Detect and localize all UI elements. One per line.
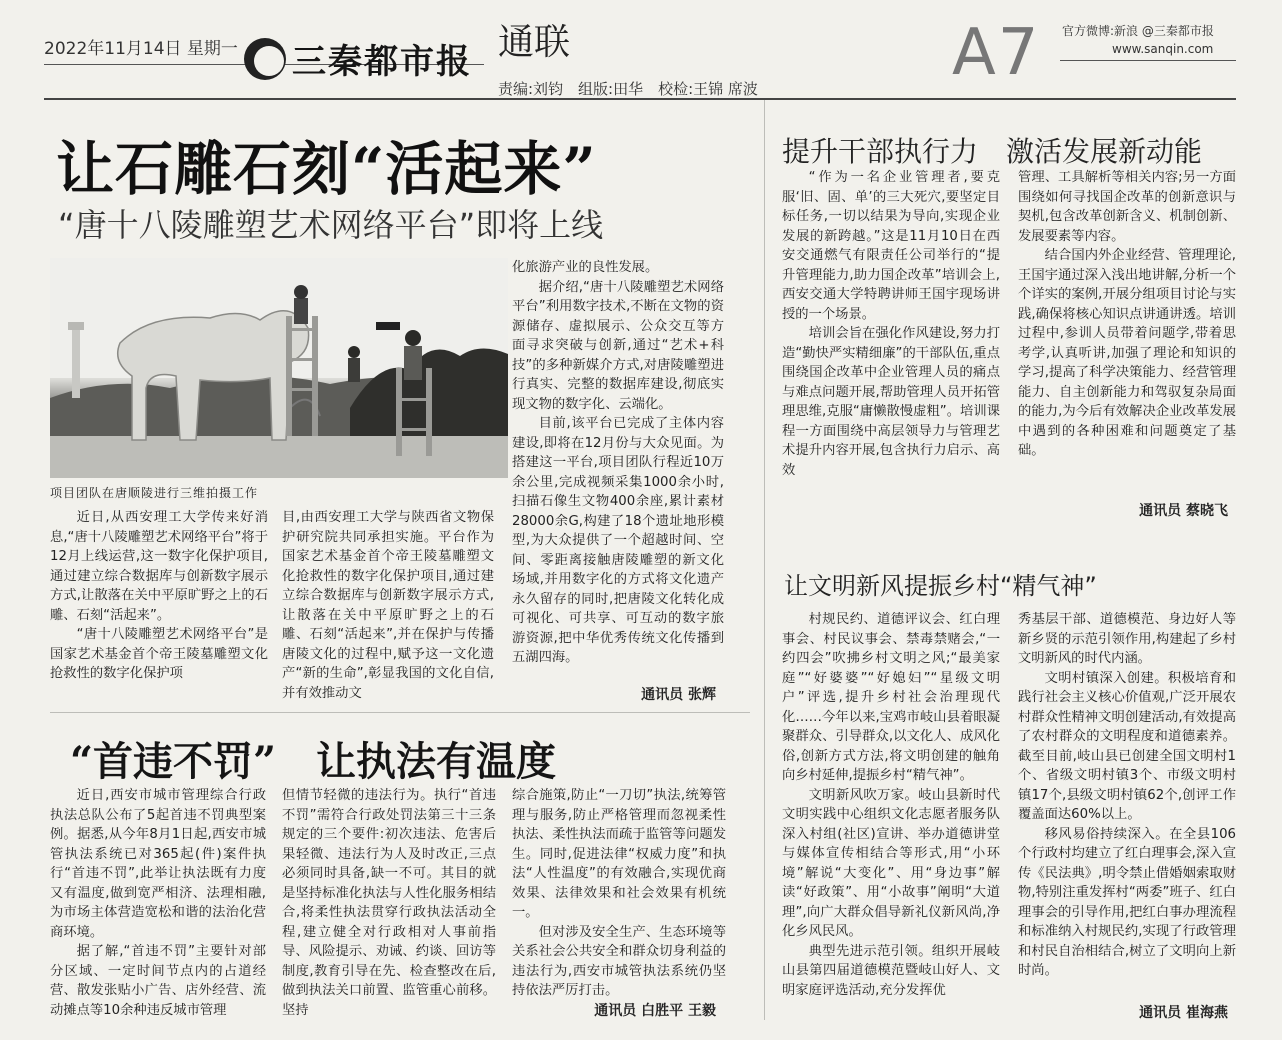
- paragraph: 目前,该平台已完成了主体内容建设,即将在12月份与大众见面。为搭建这一平台,项目团队行程近10万余公里,完成视频采集1000余小时,扫描石像生文物400余座,累计素材28000余G,构建了18个遗址地形模型,为大众提供了一个超越时间、空间、零距离接触唐陵雕塑的新文化场域,并用数字化的方式将文化遗产永久留存的同时,把唐陵文化转化成可视化、可共享、可互动的数字旅游资源,把中华优秀传统文化传播到五湖四海。: [512, 416, 724, 665]
- paragraph: 培训会旨在强化作风建设,努力打造“勤快严实精细廉”的干部队伍,重点围绕国企改革中企业管理人员的痛点与难点问题开展,帮助管理人员开拓管理思维,克服“庸懒散慢虚粗”。培训课程一方面围绕中高层领导力与管理艺术提升内容开展,包含执行力启示、高效: [782, 326, 1000, 478]
- article1-column-3: [512, 258, 724, 668]
- article2-column-1: [50, 786, 266, 1020]
- article1-byline: 通讯员 张辉: [641, 687, 716, 703]
- article4-title: 让文明新风提振乡村“精气神”: [784, 572, 1097, 600]
- paragraph: 目,由西安理工大学与陕西省文物保护研究院共同承担实施。平台作为国家艺术基金首个帝王陵墓雕塑文化抢救性的数字化保护项目,通过建立综合数据库与创新数字展示方式,让散落在关中平原旷野之上的石雕、石刻“活起来”,并在保护与传播唐陵文化的过程中,赋予这一文化遗产“新的生命”,彰显我国的文化自信,并有效推动文: [282, 510, 494, 701]
- statue-photo: [50, 258, 508, 478]
- photo-caption: 项目团队在唐顺陵进行三维拍摄工作: [50, 486, 259, 500]
- page-number: A7: [952, 16, 1041, 90]
- article4-byline: 通讯员 崔海燕: [1139, 1005, 1228, 1021]
- logo-swirl-icon: [244, 38, 286, 80]
- article-divider: [50, 712, 750, 713]
- article1-title: 让石雕石刻“活起来”: [56, 135, 597, 203]
- paragraph: 据了解,“首违不罚”主要针对部分区域、一定时间节点内的占道经营、散发张贴小广告、店外经营、流动摊点等10余种违反城市管理: [50, 944, 266, 1018]
- newspaper-logo: [244, 34, 472, 83]
- weibo-info: 官方微博:新浪 @三秦都市报: [1062, 24, 1214, 38]
- editor-credits: 责编:刘钧 组版:田华 校检:王锦 席波: [498, 80, 758, 98]
- column-divider: [764, 100, 765, 1020]
- paragraph: 典型先进示范引领。组织开展岐山县第四届道德模范暨岐山好人、文明家庭评选活动,充分发挥优: [782, 943, 1000, 998]
- paragraph: 文明新风吹万家。岐山县新时代文明实践中心组织文化志愿者服务队深入村组(社区)宣讲、举办道德讲堂与媒体宣传相结合等形式,用“小环境”解说“大变化”、用“身边事”解读“好政策”、用“小故事”阐明“大道理”,向广大群众倡导新礼仪新风尚,净化乡风民风。: [782, 787, 1000, 939]
- paragraph: 结合国内外企业经营、管理理论,王国宇通过深入浅出地讲解,分析一个个详实的案例,开展分组项目讨论与实践,确保将核心知识点讲通讲透。培训过程中,参训人员带着问题学,带着思考学,认真听讲,加强了理论和知识的学习,提高了科学决策能力、经营管理能力、自主创新能力和驾驭复杂局面的能力,为今后有效解决企业改革发展中遇到的各种困难和问题奠定了基础。: [1018, 248, 1236, 458]
- article2-byline: 通讯员 白胜平 王毅: [594, 1003, 716, 1019]
- article2-title: “首违不罚” 让执法有温度: [70, 738, 557, 785]
- article4-column-2: [1018, 610, 1236, 981]
- stone-horse-scene: [50, 258, 508, 478]
- article3-column-1: [782, 168, 1000, 480]
- paragraph: “作为一名企业管理者,要克服‘旧、固、单’的三大死穴,要坚定目标任务,一切以结果为导向,实现企业发展的新跨越。”这是11月10日在西安交通燃气有限责任公司举行的“提升管理能力,助力国企改革”培训会上,西安交通大学特聘讲师王国宇现场讲授的一个场景。: [782, 170, 1000, 322]
- issue-date: 2022年11月14日 星期一: [44, 39, 238, 59]
- article4-column-1: [782, 610, 1000, 1000]
- header-divider-right: [1060, 60, 1236, 61]
- paragraph: 据介绍,“唐十八陵雕塑艺术网络平台”利用数字技术,不断在文物的资源储存、虚拟展示、公众交互等方面寻求突破与创新,通过“艺术+科技”的多种新媒介方式,对唐陵雕塑进行真实、完整的数据库建设,彻底实现文物的数字化、云端化。: [512, 279, 724, 412]
- article1-column-2: [282, 508, 494, 703]
- paragraph: 移风易俗持续深入。在全县106个行政村均建立了红白理事会,深入宣传《民法典》,明令禁止借婚姻索取财物,特别注重发挥村“两委”班子、红白理事会的引导作用,把红白事办理流程和标准纳入村规民约,实现了行政管理和村民自治相结合,树立了文明向上新时尚。: [1018, 826, 1236, 978]
- paragraph: 管理、工具解析等相关内容;另一方面围绕如何寻找国企改革的创新意识与契机,包含改革创新含义、机制创新、发展要素等内容。: [1018, 170, 1236, 244]
- paragraph: “唐十八陵雕塑艺术网络平台”是国家艺术基金首个帝王陵墓雕塑文化抢救性的数字化保护项: [50, 627, 268, 681]
- paragraph: 秀基层干部、道德模范、身边好人等新乡贤的示范引领作用,构建起了乡村文明新风的时代内涵。: [1018, 612, 1236, 666]
- article1-subtitle: “唐十八陵雕塑艺术网络平台”即将上线: [58, 206, 604, 244]
- paragraph: 文明村镇深入创建。积极培育和践行社会主义核心价值观,广泛开展农村群众性精神文明创建活动,有效提高了农村群众的文明程度和道德素养。截至目前,岐山县已创建全国文明村1个、省级文明村镇3个、市级文明村镇17个,县级文明村镇62个,创评工作覆盖面达60%以上。: [1018, 670, 1236, 822]
- paragraph: 近日,从西安理工大学传来好消息,“唐十八陵雕塑艺术网络平台”将于12月上线运营,这一数字化保护项目,通过建立综合数据库与创新数字展示方式,让散落在关中平原旷野之上的石雕、石刻“活起来”。: [50, 510, 268, 623]
- masthead-rule: [44, 98, 1236, 100]
- logo-text: 三秦都市报: [292, 42, 472, 82]
- article2-column-3: [512, 786, 726, 1001]
- article3-title: 提升干部执行力 激活发展新动能: [782, 135, 1203, 168]
- paragraph: 但对涉及安全生产、生态环境等关系社会公共安全和群众切身利益的违法行为,西安市城管执法系统仍坚持依法严厉打击。: [512, 924, 726, 998]
- article1-column-1: [50, 508, 268, 684]
- paragraph: 村规民约、道德评议会、红白理事会、村民议事会、禁毒禁赌会,“一约四会”吹拂乡村文明之风;“最美家庭”“好婆婆”“好媳妇”“星级文明户”评选,提升乡村社会治理现代化……今年以来,宝鸡市岐山县着眼凝聚群众、引导群众,以文化人、成风化俗,创新方式方法,将文明创建的触角向乡村延伸,提振乡村“精气神”。: [782, 612, 1000, 783]
- article3-byline: 通讯员 蔡晓飞: [1139, 503, 1228, 519]
- article3-column-2: [1018, 168, 1236, 461]
- website-link[interactable]: www.sanqin.com: [1112, 42, 1214, 56]
- paragraph: 近日,西安市城市管理综合行政执法总队公布了5起首违不罚典型案例。据悉,从今年8月1日起,西安市城管执法系统已对365起(件)案件执行“首违不罚”,此举让执法既有力度又有温度,做到宽严相济、法理相融,为市场主体营造宽松和谐的法治化营商环境。: [50, 788, 266, 940]
- paragraph: 但情节轻微的违法行为。执行“首违不罚”需符合行政处罚法第三十三条规定的三个要件:初次违法、危害后果轻微、违法行为人及时改正,三点必须同时具备,缺一不可。其目的就是坚持标准化执法与人性化服务相结合,将柔性执法贯穿行政执法活动全程,建立健全对行政相对人事前指导、风险提示、劝诫、约谈、回访等制度,教育引导在先、检查整改在后,做到执法关口前置、监管重心前移。坚持: [282, 788, 496, 1018]
- paragraph: 化旅游产业的良性发展。: [512, 260, 659, 275]
- paragraph: 综合施策,防止“一刀切”执法,统筹管理与服务,防止严格管理而忽视柔性执法、柔性执法而疏于监管等问题发生。同时,促进法律“权威力度”和执法“人性温度”的有效融合,实现优商效果、法律效果和社会效果有机统一。: [512, 788, 726, 920]
- section-name: 通联: [498, 22, 571, 63]
- article2-column-2: [282, 786, 496, 1020]
